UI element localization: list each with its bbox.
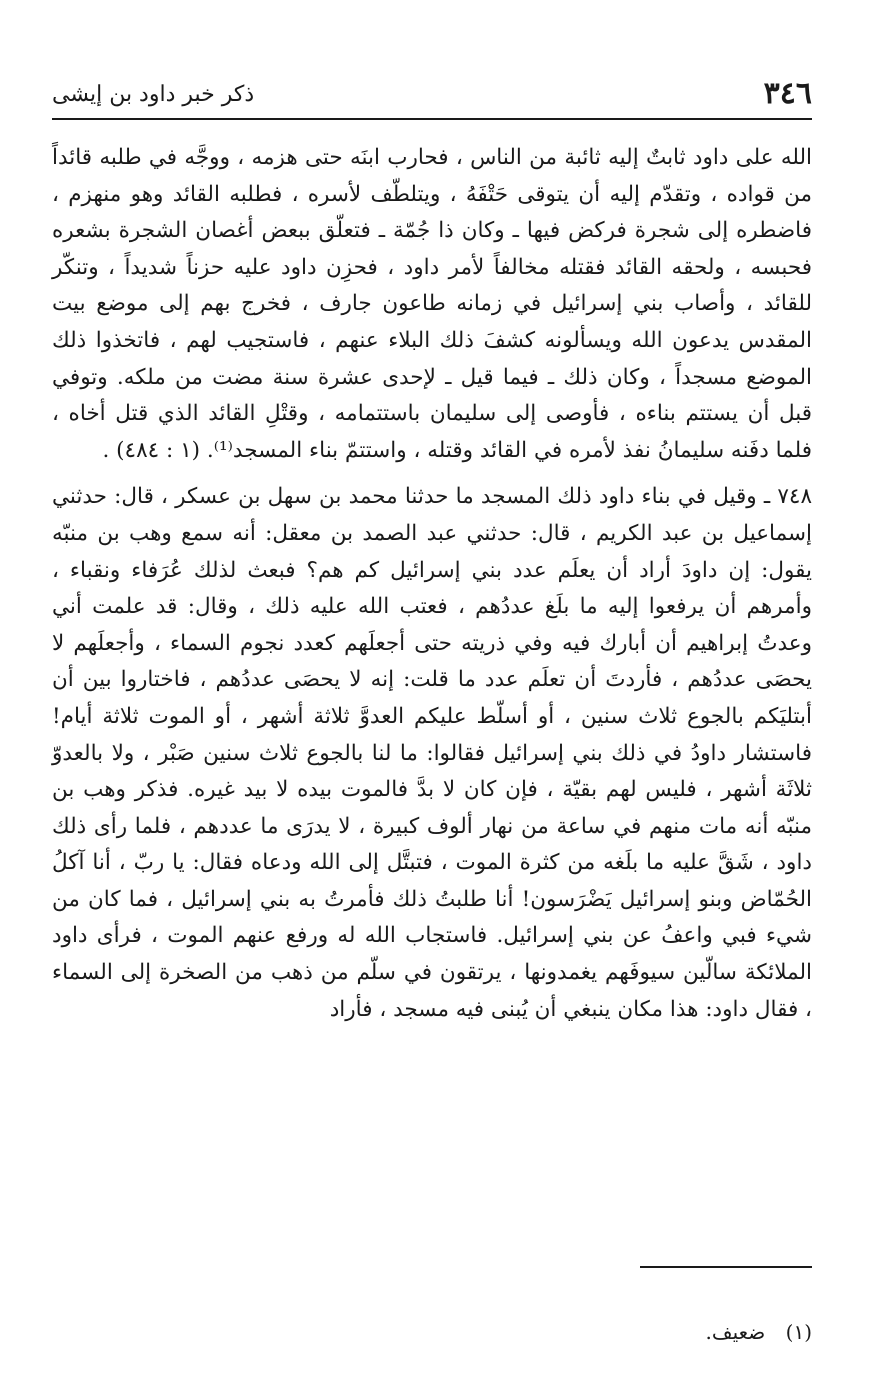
running-title: ذكر خبر داود بن إيشى [52,82,255,107]
page-number: ٣٤٦ [763,76,812,111]
footnote [706,1318,812,1346]
paragraph-748: ٧٤٨ ـ وقيل في بناء داود ذلك المسجد ما حدثنا محمد بن سهل بن عسكر ، قال: حدثني إسماعيل بن عبد الكريم ، قال: حدثني عبد الصمد بن معقل: أنه سمع وهب بن منبّه يقول: إن داودَ أراد أن يعلَم عدد بني إسرائيل كم هم؟ فبعث لذلك عُرَفاء ونقباء ، وأمرهم أن يرفعوا إليه ما بلَغ عددُهم ، فعتب الله عليه ذلك ، وقال: قد علمت أني وعدتُ إبراهيم أن أبارك فيه وفي ذريته حتى أجعلَهم كعدد نجوم السماء ، وأجعلَهم لا يحصَى عددُهم ، فأردتَ أن تعلَم عدد ما قلت: إنه لا يحصَى عددُهم ، فاختاروا بين أن أبتليَكم بالجوع ثلاث سنين ، أو أسلّط عليكم العدوَّ ثلاثة أشهر ، أو الموت ثلاثة أيام! فاستشار داودُ في ذلك بني إسرائيل فقالوا: ما لنا بالجوع ثلاث سنين صَبْر ، ولا بالعدوّ ثلاثَة أشهر ، فليس لهم بقيّة ، فإن كان لا بدَّ فالموت بيده لا بيد غيره. فذكر وهب بن منبّه أنه مات منهم في ساعة من نهار ألوف كبيرة ، لا يدرَى ما عددهم ، فلما رأى ذلك داود ، شَقَّ عليه ما بلَغه من كثرة الموت ، فتبتَّل إلى الله ودعاه فقال: يا ربّ ، أنا آكلُ الحُمّاض وبنو إسرائيل يَضْرَسون! أنا طلبتُ ذلك فأمرتُ به بني إسرائيل ، فما كان من شيء فبي واعفُ عن بني إسرائيل. فاستجاب الله له ورفع عنهم الموت ، فرأى داود الملائكة سالّين سيوفَهم يغمدونها ، يرتقون في سلّم من ذهب من الصخرة إلى السماء ، فقال داود: هذا مكان ينبغي أن يُبنى فيه مسجد ، فأراد [52,484,812,1022]
page-header [52,74,812,120]
footnote-text: ضعيف. [705,1320,766,1344]
header-rule [52,118,812,120]
main-text [52,140,812,1028]
footnote-rule [640,1266,812,1268]
paragraph-continued: الله على داود ثابتٌ إليه ثائبة من الناس ، فحارب ابنَه حتى هزمه ، ووجَّه في طلبه قائداً من قواده ، وتقدّم إليه أن يتوقى حَتْفَهُ ، ويتلطّف لأسره ، فطلبه القائد وهو منهزم ، فاضطره إلى شجرة فركض فيها ـ وكان ذا جُمّة ـ فتعلّق ببعض أغصان الشجرة بشعره فحبسه ، ولحقه القائد فقتله مخالفاً لأمر داود ، فحزِن داود عليه حزناً شديداً ، وتنكّر للقائد ، وأصاب بني إسرائيل في زمانه طاعون جارف ، فخرج بهم إلى موضع بيت المقدس يدعون الله ويسألونه كشفَ ذلك البلاء عنهم ، فاستجيب لهم ، فاتخذوا ذلك الموضع مسجداً ، وكان ذلك ـ فيما قيل ـ لإحدى عشرة سنة مضت من ملكه. وتوفي قبل أن يستتم بناءه ، فأوصى إلى سليمان باستتمامه ، وقتْلِ القائد الذي قتل أخاه ، فلما دفَنه سليمانُ نفذ لأمره في القائد وقتله ، واستتمّ بناء المسجد⁽¹⁾. (١ : ٤٨٤) . [52,145,812,463]
footnote-marker: (١) [785,1320,812,1344]
